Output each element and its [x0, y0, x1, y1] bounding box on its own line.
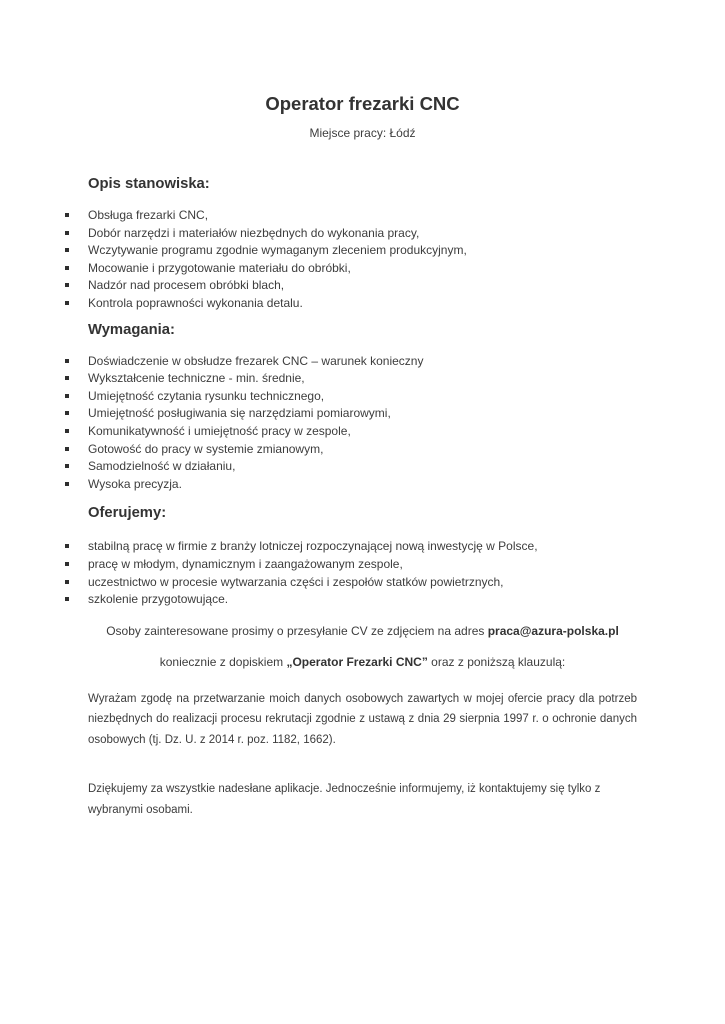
list-item: Gotowość do pracy w systemie zmianowym, [65, 441, 637, 459]
apply-instruction-text: Osoby zainteresowane prosimy o przesyłanie CV ze zdjęciem na adres [106, 623, 488, 638]
list-item: Wykształcenie techniczne - min. średnie, [65, 370, 637, 388]
section-heading-opis-stanowiska: Opis stanowiska: [88, 176, 210, 192]
list-item: Dobór narzędzi i materiałów niezbędnych do wykonania pracy, [65, 225, 637, 243]
list-item: Mocowanie i przygotowanie materiału do obróbki, [65, 260, 637, 278]
job-title: Operator frezarki CNC [265, 93, 460, 114]
list-item: Wysoka precyzja. [65, 476, 637, 494]
apply-instruction [60, 623, 665, 639]
offer-list [65, 538, 637, 608]
list-item: stabilną pracę w firmie z branży lotniczej rozpoczynającej nową inwestycję w Polsce, [65, 538, 637, 556]
subject-instruction-suffix: oraz z poniższą klauzulą: [427, 654, 566, 669]
closing-note: Dziękujemy za wszystkie nadesłane aplikacje. Jednocześnie informujemy, iż kontaktujemy się tylko z wybranymi osobami. [88, 783, 601, 816]
list-item: Obsługa frezarki CNC, [65, 207, 637, 225]
job-location: Miejsce pracy: Łódź [309, 126, 416, 140]
subject-instruction-prefix: koniecznie z dopiskiem [159, 654, 287, 669]
list-item: Wczytywanie programu zgodnie wymaganym zleceniem produkcyjnym, [65, 242, 637, 260]
list-item: uczestnictwo w procesie wytwarzania części i zespołów statków powietrznych, [65, 574, 637, 592]
list-item: Doświadczenie w obsłudze frezarek CNC – warunek konieczny [65, 353, 637, 371]
section-heading-oferujemy: Oferujemy: [88, 505, 167, 522]
consent-clause: Wyrażam zgodę na przetwarzanie moich danych osobowych zawartych w mojej ofercie pracy dla potrzeb niezbędnych do realizacji procesu rekrutacji zgodnie z ustawą z dnia 29 sierpnia 1997 r. o ochronie danych osobowych (tj. Dz. U. z 2014 r. poz. 1182, 1662). [88, 692, 637, 746]
list-item: Umiejętność czytania rysunku technicznego, [65, 388, 637, 406]
list-item: Samodzielność w działaniu, [65, 458, 637, 476]
list-item: Umiejętność posługiwania się narzędziami pomiarowymi, [65, 405, 637, 423]
requirements-list [65, 353, 637, 494]
section-heading-wymagania: Wymagania: [88, 321, 175, 338]
job-duties-list [65, 207, 637, 313]
list-item: Komunikatywność i umiejętność pracy w zespole, [65, 423, 637, 441]
subject-line-text: „Operator Frezarki CNC” [286, 654, 428, 669]
list-item: szkolenie przygotowujące. [65, 591, 637, 609]
list-item: pracę w młodym, dynamicznym i zaangażowanym zespole, [65, 556, 637, 574]
email-address: praca@azura-polska.pl [487, 623, 619, 638]
list-item: Nadzór nad procesem obróbki blach, [65, 277, 637, 295]
list-item: Kontrola poprawności wykonania detalu. [65, 295, 637, 313]
subject-instruction [60, 654, 665, 670]
